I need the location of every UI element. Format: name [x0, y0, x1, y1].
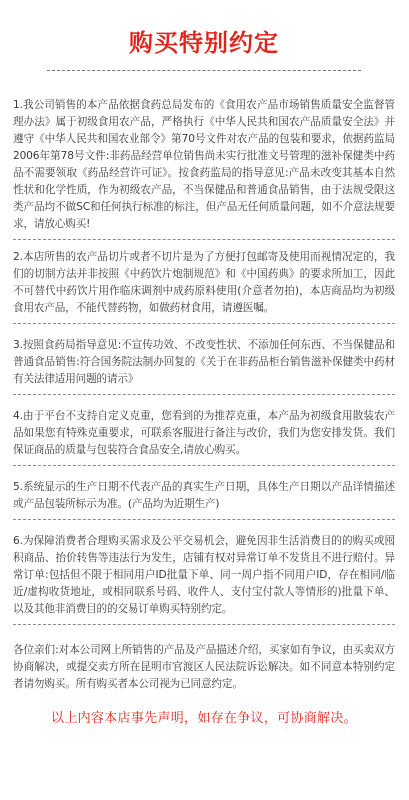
closing-notice: 各位亲们:对本公司网上所销售的产品及产品描述介绍，买家如有争议，由买卖双方协商解决，或提交卖方所在昆明市官渡区人民法院诉讼解决。如不同意本特别约定者请勿购买。所有购买者本公司视为已同意约定。 [13, 644, 395, 690]
page-title: 购买特别约定 [129, 29, 279, 57]
title-divider [47, 70, 361, 71]
divider [13, 394, 395, 395]
footer-statement: 以上内容本店事先声明，如存在争议，可协商解决。 [51, 711, 357, 726]
clause-6: 6.为保障消费者合理购买需求及公平交易机会，避免因非生活消费目的的购买或囤积商品、抬价转售等违法行为发生，店铺有权对异常订单不发货且不进行赔付。异常订单:包括但不限于相同用户ID批量下单、同一周户指不同用户ID，存在相同/临近/虚构收货地址，或相同联系号码、收件人、支付宝付款人等情形的)批量下单、以及其他非消费目的的交易订单购买特别约定。 [13, 535, 395, 615]
divider [13, 465, 395, 466]
clause-1: 1.我公司销售的本产品依据食药总局发布的《食用农产品市场销售质量安全监督管理办法》属于初级食用农产品，严格执行《中华人民共和国农产品质量安全法》并遵守《中华人民共和国农业部令》第70号文件对农产品的包装和要求，依据药监局2006年第78号文件:非药品经营单位销售尚未实行批准文号管理的滋补保健类中药品不需要领取《药品经营许可证》。按食药监局的指导意见:产品未改变其基本自然性状和化学性质，作为初级农产品，不当保健品和普通食品销售，由于法规受限这类产品均不做SC和任何执行标准的标注，但产品无任何质量问题，如不介意法规要求，请放心购买! [13, 99, 395, 230]
divider [13, 624, 395, 625]
divider [13, 323, 395, 324]
clause-5: 5.系统显示的生产日期不代表产品的真实生产日期，具体生产日期以产品详情描述或产品包装所标示为准。(产品均为近期生产) [13, 481, 395, 510]
divider [13, 239, 395, 240]
clause-3: 3.按照食药局指导意见:不宣传功效、不改变性状、不添加任何东西、不当保健品和普通食品销售:符合国务院法制办回复的《关于在非药品柜台销售滋补保健类中药材有关法律适用问题的请示》 [13, 339, 395, 385]
divider [13, 519, 395, 520]
clause-4: 4.由于平台不支持自定义克重，您看到的为推荐克重，本产品为初级食用散装农产品如果您有特殊克重要求，可联系客服进行备注与改价，我们为您安排发货。我们保证商品的质量与包装符合食品安全,请放心购买。 [13, 410, 395, 456]
clause-2: 2.本店所售的农产品切片或者不切片是为了方便打包邮寄及使用而视情况定的，我们的切制方法并非按照《中药饮片炮制规范》和《中国药典》的要求所加工，因此不可替代中药饮片用作临床调剂中成药原料使用(介意者勿拍)，本店商品均为初级食用农产品，不能代替药物，如做药材食用，请遵医嘱。 [13, 251, 395, 314]
